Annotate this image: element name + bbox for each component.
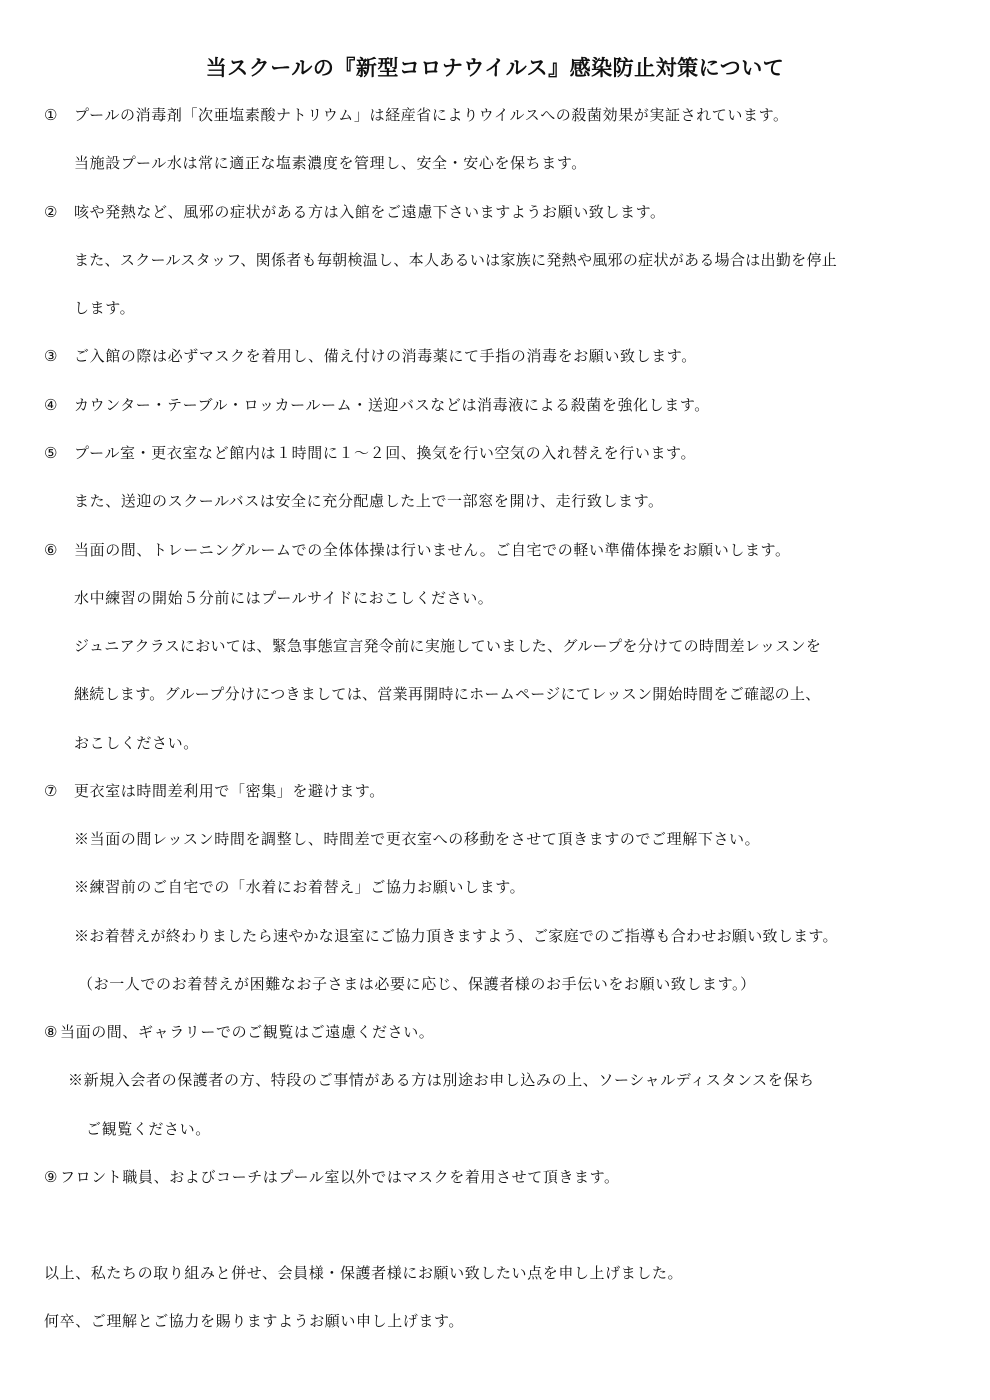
item-line: 継続します。グループ分けにつきましては、営業再開時にホームページにてレッスン開始時間をご確認の上、 [74,685,821,703]
item-number: ③ [44,347,58,365]
item-line: 更衣室は時間差利用で「密集」を避けます。 [74,782,385,800]
item-number: ① [44,106,58,124]
item-line: ※新規入会者の保護者の方、特段のご事情がある方は別途お申し込みの上、ソーシャルディスタンスを保ち [68,1071,815,1089]
item-number: ② [44,203,58,221]
closing-line: 以上、私たちの取り組みと併せ、会員様・保護者様にお願い致したい点を申し上げました。 [44,1264,684,1282]
item-line: カウンター・テーブル・ロッカールーム・送迎バスなどは消毒液による殺菌を強化します。 [74,396,710,414]
closing-line: 何卒、ご理解とご協力を賜りますようお願い申し上げます。 [44,1312,465,1330]
item-line: ご入館の際は必ずマスクを着用し、備え付けの消毒薬にて手指の消毒をお願い致します。 [74,347,697,365]
item-number: ⑦ [44,782,58,800]
item-line: ※お着替えが終わりましたら速やかな退室にご協力頂きますよう、ご家庭でのご指導も合わせお願い致します。 [74,927,838,945]
item-line: 当面の間、ギャラリーでのご観覧はご遠慮ください。 [60,1023,435,1041]
item-line: 水中練習の開始５分前にはプールサイドにおこしください。 [74,589,494,607]
item-line: （お一人でのお着替えが困難なお子さまは必要に応じ、保護者様のお手伝いをお願い致します。） [78,975,756,993]
item-number: ⑥ [44,541,58,559]
item-line: します。 [74,299,136,317]
item-line: また、スクールスタッフ、関係者も毎朝検温し、本人あるいは家族に発熱や風邪の症状がある場合は出勤を停止 [74,251,838,269]
item-line: また、送迎のスクールバスは安全に充分配慮した上で一部窓を開け、走行致します。 [74,492,664,510]
item-line: プール室・更衣室など館内は１時間に１～２回、換気を行い空気の入れ替えを行います。 [74,444,697,462]
item-line: 咳や発熱など、風邪の症状がある方は入館をご遠慮下さいますようお願い致します。 [74,203,666,221]
item-number: ⑤ [44,444,58,462]
item-line: プールの消毒剤「次亜塩素酸ナトリウム」は経産省によりウイルスへの殺菌効果が実証されています。 [74,106,789,124]
item-line: ご観覧ください。 [86,1120,211,1138]
item-line: 当面の間、トレーニングルームでの全体体操は行いません。ご自宅での軽い準備体操をお願いします。 [74,541,791,559]
item-number: ⑧ [44,1023,58,1041]
item-line: おこしください。 [74,734,199,752]
item-line: ジュニアクラスにおいては、緊急事態宣言発令前に実施していました、グループを分けての時間差レッスンを [74,637,822,655]
item-line: 当施設プール水は常に適正な塩素濃度を管理し、安全・安心を保ちます。 [74,154,587,172]
item-line: フロント職員、およびコーチはプール室以外ではマスクを着用させて頂きます。 [60,1168,620,1186]
item-line: ※当面の間レッスン時間を調整し、時間差で更衣室への移動をさせて頂きますのでご理解下さい。 [74,830,761,848]
page-title: 当スクールの『新型コロナウイルス』感染防止対策について [205,56,785,80]
item-number: ④ [44,396,58,414]
item-line: ※練習前のご自宅での「水着にお着替え」ご協力お願いします。 [74,878,526,896]
item-number: ⑨ [44,1168,58,1186]
